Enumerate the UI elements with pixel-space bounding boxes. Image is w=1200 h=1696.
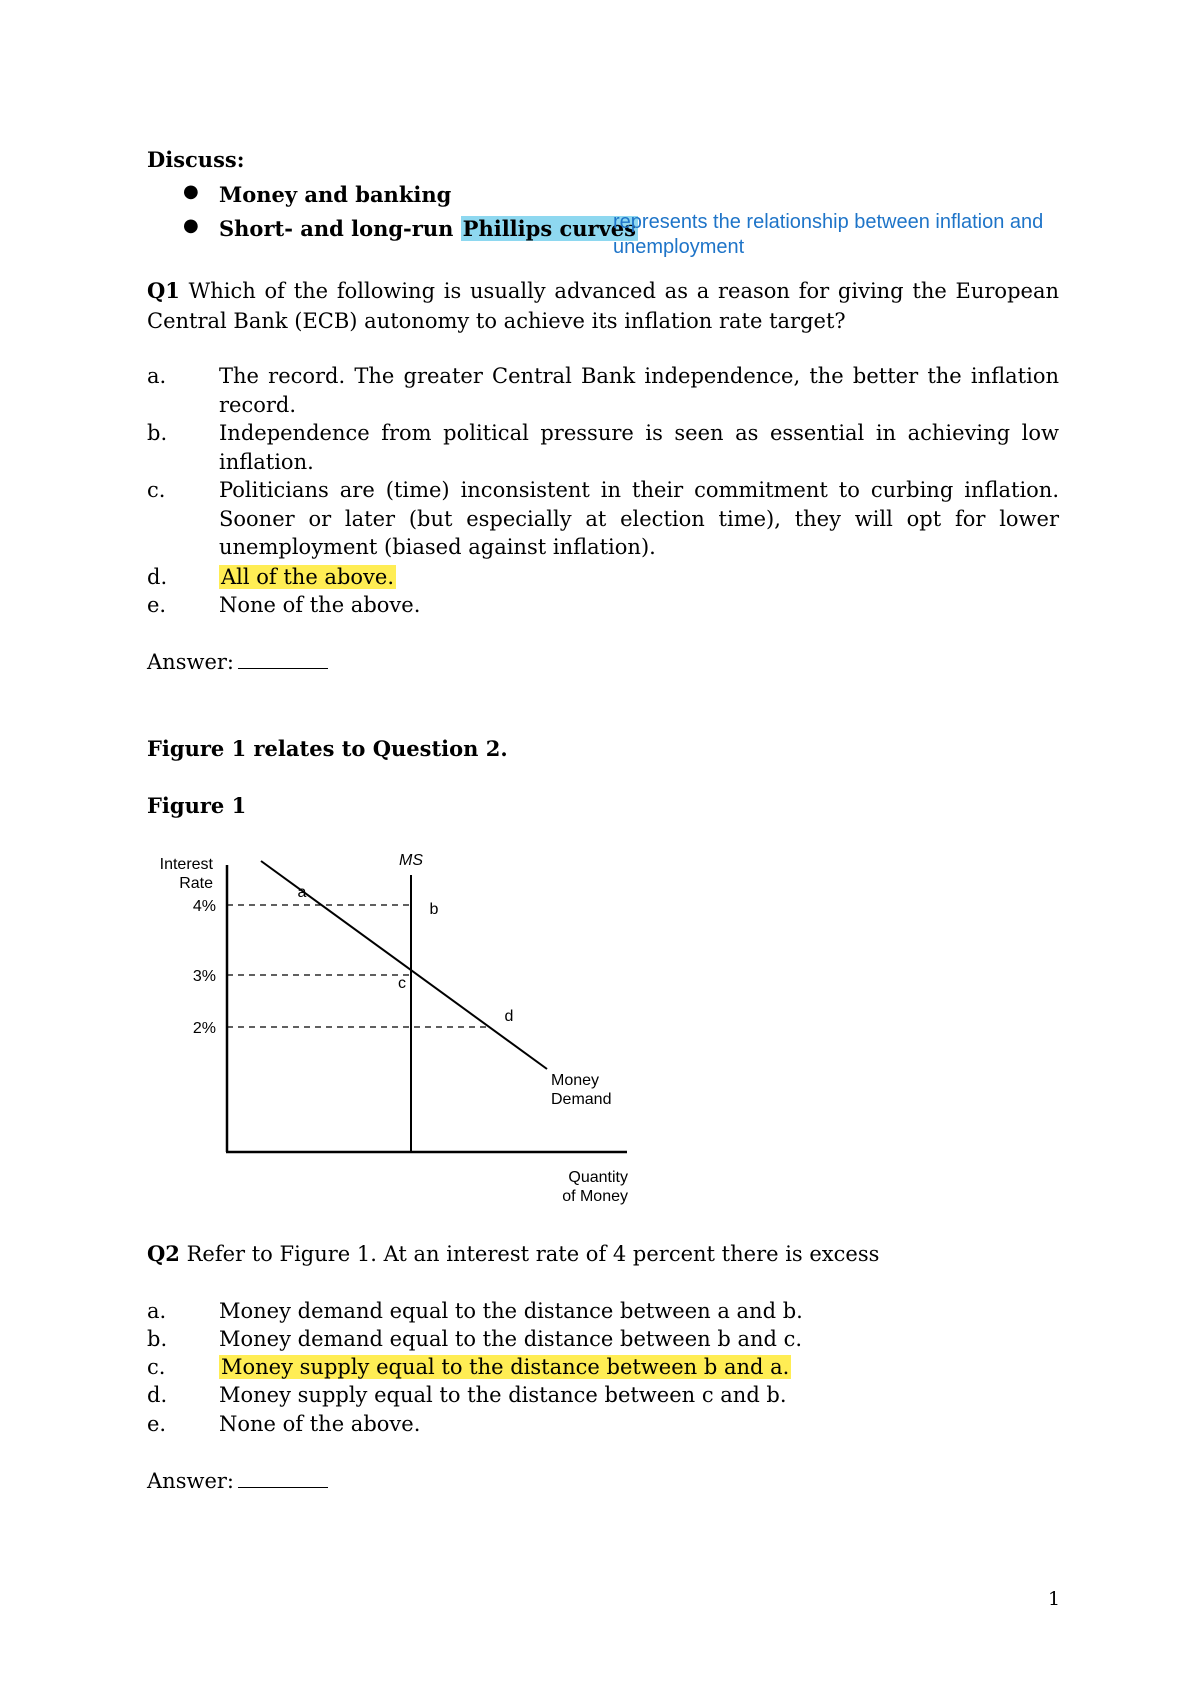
point-label-b: b [429,901,439,918]
discuss-item-money-banking: Money and banking [219,182,452,207]
y-tick-label: 3% [192,968,216,985]
q1-option-e-letter: e. [147,593,167,617]
money-demand-label-line1: Money [551,1072,600,1089]
bullet-icon: ● [183,181,199,202]
q1-option-b: Independence from political pressure is seen as essential in achieving low inflation. [219,421,1059,474]
q2-option-b: Money demand equal to the distance between b and c. [219,1327,803,1351]
y-tick-label: 4% [192,898,216,915]
q1-option-d [219,563,396,591]
phillips-highlight: Phillips curves [462,216,636,241]
q1-option-c-letter: c. [147,478,166,502]
q1-answer-label: Answer: [147,650,234,674]
q2-text: Refer to Figure 1. At an interest rate of 4 percent there is excess [186,1242,880,1266]
page-number: 1 [1048,1588,1061,1610]
figure-title: Figure 1 [147,793,247,818]
y-axis-label-line1: Interest [159,856,213,873]
q1-option-d-highlight: All of the above. [221,565,395,589]
q1-answer [147,648,328,676]
q2-option-b-letter: b. [147,1327,168,1351]
q1-answer-blank[interactable] [238,648,328,669]
point-label-c: c [398,975,406,992]
q2-answer [147,1467,328,1495]
bullet-icon: ● [183,215,199,236]
q2-answer-label: Answer: [147,1469,234,1493]
comment-note: represents the relationship between inflation and unemployment [613,211,1044,258]
y-tick-label: 2% [192,1020,216,1037]
point-label-a: a [297,884,307,901]
q1-text: Which of the following is usually advanced as a reason for giving the European Central Bank (ECB) autonomy to achieve its inflation rate target? [147,279,1059,333]
q1-option-e: None of the above. [219,593,421,617]
q2-option-d: Money supply equal to the distance between c and b. [219,1383,787,1407]
figure-1-chart [130,845,650,1215]
discuss-item-phillips [219,215,638,243]
q2-option-c [219,1353,791,1381]
q2-option-e-letter: e. [147,1412,167,1436]
q2-number: Q2 [147,1241,180,1266]
x-axis-label-line1: Quantity [568,1169,628,1186]
figure-intro: Figure 1 relates to Question 2. [147,736,508,761]
q2-question [147,1240,879,1268]
q2-answer-blank[interactable] [238,1467,328,1488]
q1-option-d-letter: d. [147,565,168,589]
q1-option-a: The record. The greater Central Bank independence, the better the inflation record. [219,364,1059,417]
y-axis-label-line2: Rate [179,875,213,892]
discuss-heading: Discuss: [147,147,245,172]
q2-option-c-highlight: Money supply equal to the distance between b and a. [221,1355,790,1379]
discuss-item-phillips-label: Short- and long-run [219,216,454,241]
q1-option-a-letter: a. [147,364,167,388]
q1-question [147,276,1059,336]
q1-option-c: Politicians are (time) inconsistent in their commitment to curbing inflation. Sooner or later (but especially at election time), they will opt for lower unemployment (biased against inflation). [219,478,1059,559]
q2-option-c-letter: c. [147,1355,166,1379]
money-supply-label: MS [399,852,423,869]
q1-number: Q1 [147,278,180,303]
q2-option-a-letter: a. [147,1299,167,1323]
q2-option-e: None of the above. [219,1412,421,1436]
point-label-d: d [504,1008,514,1025]
money-demand-label-line2: Demand [551,1091,612,1108]
q2-option-a: Money demand equal to the distance between a and b. [219,1299,803,1323]
q1-option-b-letter: b. [147,421,168,445]
x-axis-label-line2: of Money [562,1188,628,1205]
q2-option-d-letter: d. [147,1383,168,1407]
